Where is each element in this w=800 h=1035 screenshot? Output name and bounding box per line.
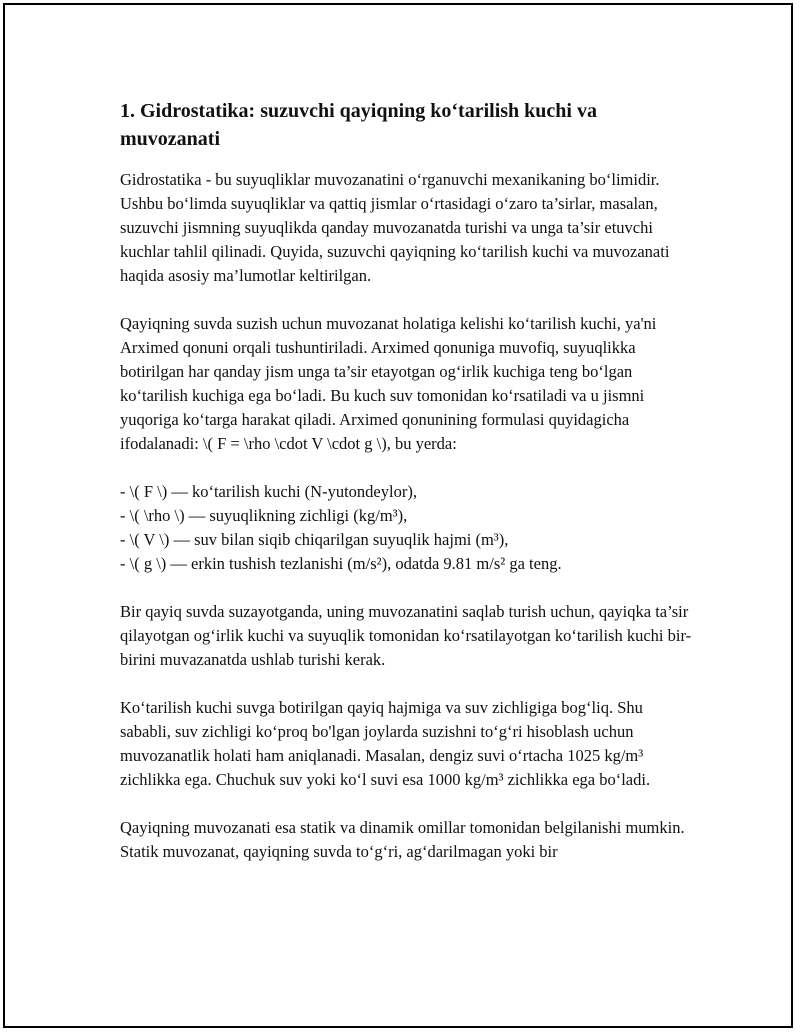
- paragraph-density: Ko‘tarilish kuchi suvga botirilgan qayiq hajmiga va suv zichligiga bog‘liq. Shu sababli, suv zichligi ko‘proq bo'lgan joylarda suzishni to‘g‘ri hisoblash uchun muvozanatlik holati ham aniqlanadi. Masalan, dengiz suvi o‘rtacha 1025 kg/m³ zichlikka ega. Chuchuk suv yoki ko‘l suvi esa 1000 kg/m³ zichlikka ega bo‘ladi.: [120, 698, 651, 789]
- formula-variable-list: [120, 480, 695, 576]
- document-content: [120, 97, 695, 864]
- paragraph-balance: Bir qayiq suvda suzayotganda, uning muvozanatini saqlab turish uchun, qayiqka ta’sir qilayotgan og‘irlik kuchi va suyuqlik tomonidan ko‘rsatilayotgan ko‘tarilish kuchi bir-birini muvazanatda ushlab turishi kerak.: [120, 602, 692, 669]
- paragraph-archimedes: Qayiqning suvda suzish uchun muvozanat holatiga kelishi ko‘tarilish kuchi, ya'ni Arximed qonuni orqali tushuntiriladi. Arximed qonuniga muvofiq, suyuqlikka botirilgan har qanday jism unga ta’sir etayotgan og‘irlik kuchiga teng bo‘lgan ko‘tarilish kuchiga ega bo‘ladi. Bu kuch suv tomonidan ko‘rsatiladi va u jismni yuqoriga ko‘targa harakat qiladi. Arximed qonunining formulasi quyidagicha ifodalanadi: \( F = \rho \cdot V \cdot g \), bu yerda:: [120, 314, 657, 453]
- list-item: - \( V \) — suv bilan siqib chiqarilgan suyuqlik hajmi (m³),: [120, 530, 509, 549]
- paragraph-gap: [120, 288, 695, 312]
- list-item: - \( \rho \) — suyuqlikning zichligi (kg/m³),: [120, 506, 408, 525]
- paragraph-stability: Qayiqning muvozanati esa statik va dinamik omillar tomonidan belgilanishi mumkin. Statik muvozanat, qayiqning suvda to‘g‘ri, ag‘darilmagan yoki bir: [120, 818, 685, 861]
- paragraph-gap: [120, 456, 695, 480]
- section-heading: 1. Gidrostatikа: suzuvchi qayiqning ko‘tarilish kuchi va muvozanati: [120, 100, 597, 150]
- paragraph-gap: [120, 792, 695, 816]
- paragraph-gap: [120, 576, 695, 600]
- document-page: [3, 3, 793, 1028]
- paragraph-gap: [120, 672, 695, 696]
- paragraph-intro: Gidrostatika - bu suyuqliklar muvozanatini o‘rganuvchi mexanikaning bo‘limidir. Ushbu bo‘limda suyuqliklar va qattiq jismlar o‘rtasidagi o‘zaro ta’sirlar, masalan, suzuvchi jismning suyuqlikda qanday muvozanatda turishi va unga ta’sir etuvchi kuchlar tahlil qilinadi. Quyida, suzuvchi qayiqning ko‘tarilish kuchi va muvozanati haqida asosiy ma’lumotlar keltirilgan.: [120, 170, 670, 285]
- list-item: - \( F \) — ko‘tarilish kuchi (N-yutondeylor),: [120, 482, 417, 501]
- list-item: - \( g \) — erkin tushish tezlanishi (m/s²), odatda 9.81 m/s² ga teng.: [120, 554, 562, 573]
